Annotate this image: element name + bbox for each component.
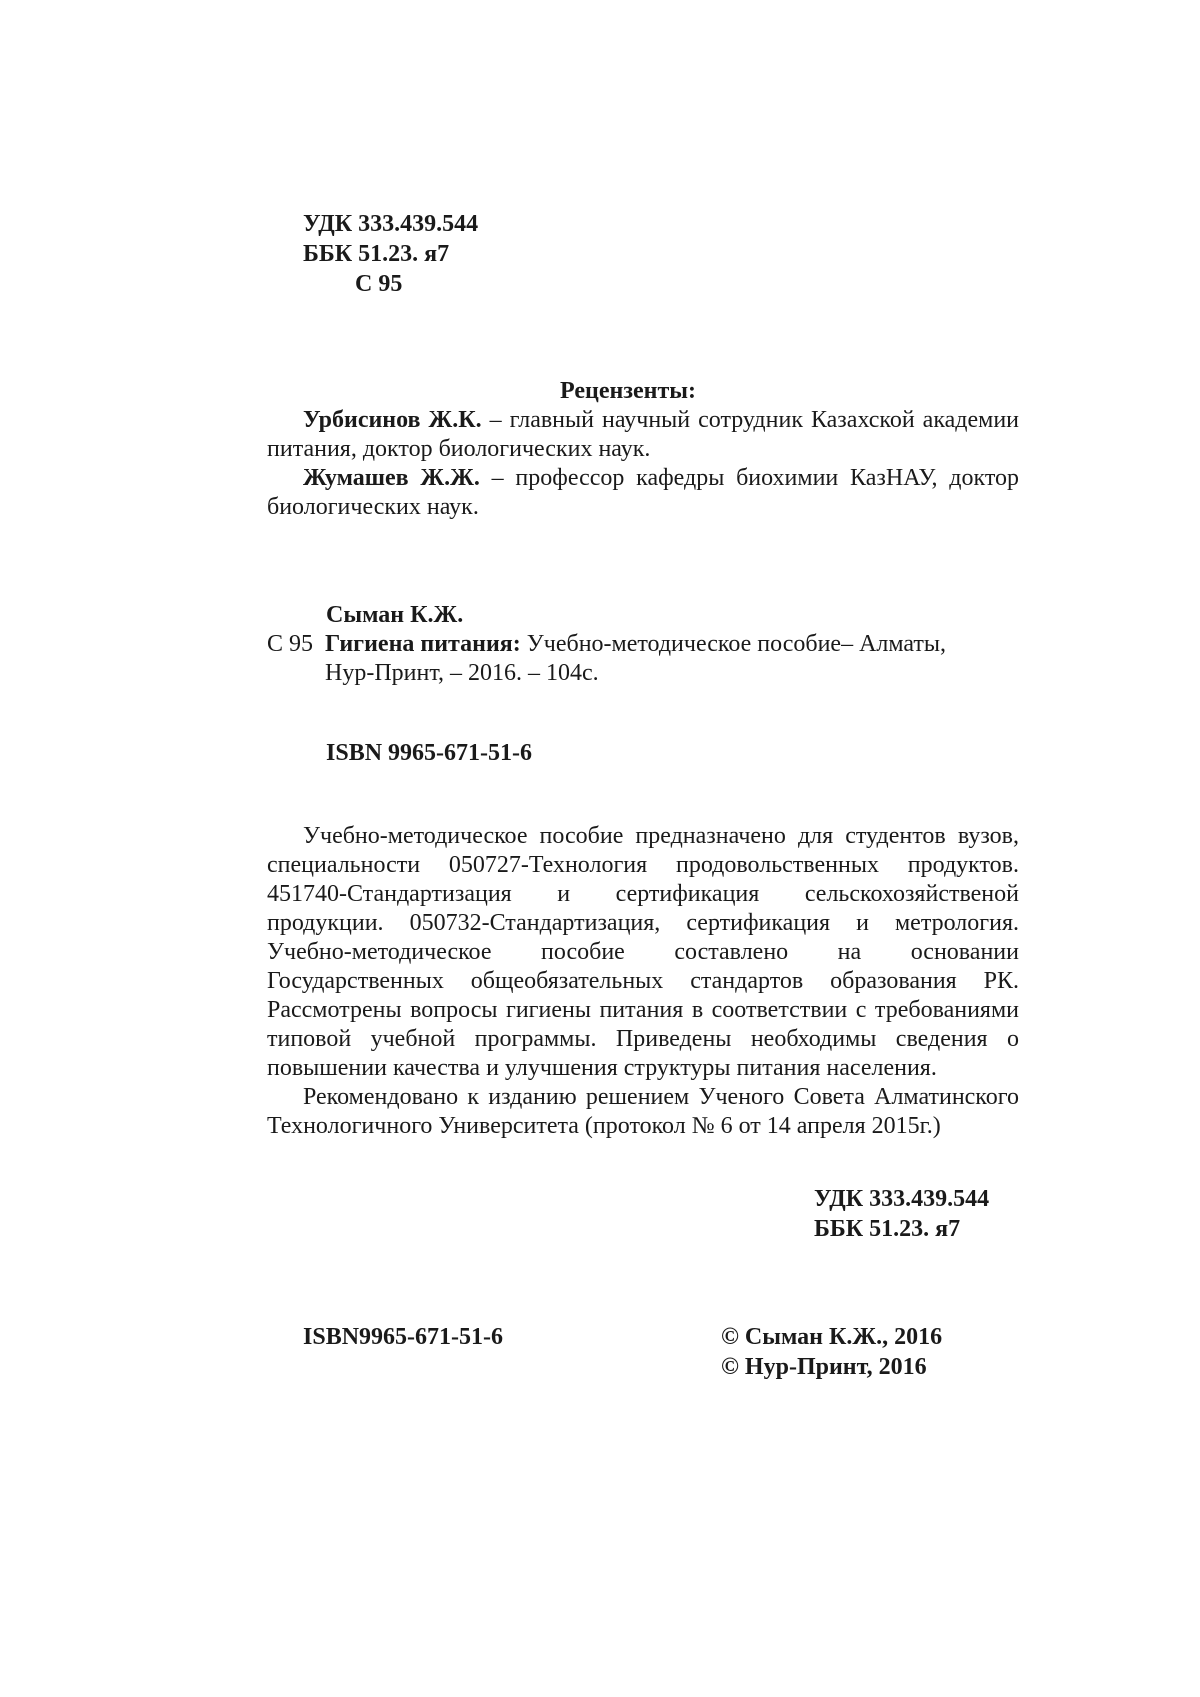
entry-author-mark: С 95: [267, 631, 314, 657]
udk-code: УДК 333.439.544: [814, 1186, 990, 1212]
reviewers-heading: Рецензенты:: [560, 378, 696, 404]
isbn-footer: ISBN9965-671-51-6: [303, 1324, 504, 1350]
book-subtitle: Учебно-методическое пособие– Алматы,: [520, 631, 947, 657]
reviewer-name: Жумашев Ж.Ж.: [303, 465, 480, 491]
copyright-author: © Сыман К.Ж., 2016: [721, 1324, 943, 1350]
reviewer-name: Урбисинов Ж.К.: [303, 407, 482, 433]
author-mark: С 95: [355, 271, 403, 297]
book-title: Гигиена питания:: [325, 631, 521, 657]
book-imprint: Нур-Принт, – 2016. – 104с.: [325, 660, 599, 686]
recommendation-paragraph: Рекомендовано к изданию решением Ученого Совета Алматинского Технологичного Университета (протокол № 6 от 14 апреля 2015г.): [267, 1084, 1019, 1139]
udk-code: УДК 333.439.544: [303, 211, 479, 237]
reviewer-description: – главный научный сотрудник Казахской академии питания, доктор биологических наук.: [267, 407, 1020, 462]
bibliographic-entry: [267, 630, 1027, 688]
book-author: Сыман К.Ж.: [326, 602, 464, 628]
copyright-publisher: © Нур-Принт, 2016: [721, 1354, 927, 1380]
bbk-code: ББК 51.23. я7: [814, 1216, 961, 1242]
reviewer-description: – профессор кафедры биохимии КазНАУ, доктор биологических наук.: [267, 465, 1020, 520]
annotation: [267, 822, 1019, 1141]
isbn-main: ISBN 9965-671-51-6: [326, 740, 533, 766]
reviewer-entry: [267, 406, 1019, 464]
copyright-block: [721, 1323, 942, 1383]
classification-codes-top: [303, 210, 478, 300]
bbk-code: ББК 51.23. я7: [303, 241, 450, 267]
reviewers-list: [267, 406, 1019, 522]
reviewer-entry: [267, 464, 1019, 522]
annotation-paragraph: Учебно-методическое пособие предназначено для студентов вузов, специальности 050727-Технология продовольственных продуктов. 451740-Стандартизация и сертификация сельскохозяйственой продукции. 050732-Стандартизация, сертификация и метрология. Учебно-методическое пособие составлено на основании Государственных общеобязательных стандартов образования РК. Рассмотрены вопросы гигиены питания в соответствии с требованиями типовой учебной программы. Приведены необходимы сведения о повышении качества и улучшения структуры питания населения.: [267, 823, 1019, 1081]
classification-codes-bottom: [814, 1185, 989, 1245]
